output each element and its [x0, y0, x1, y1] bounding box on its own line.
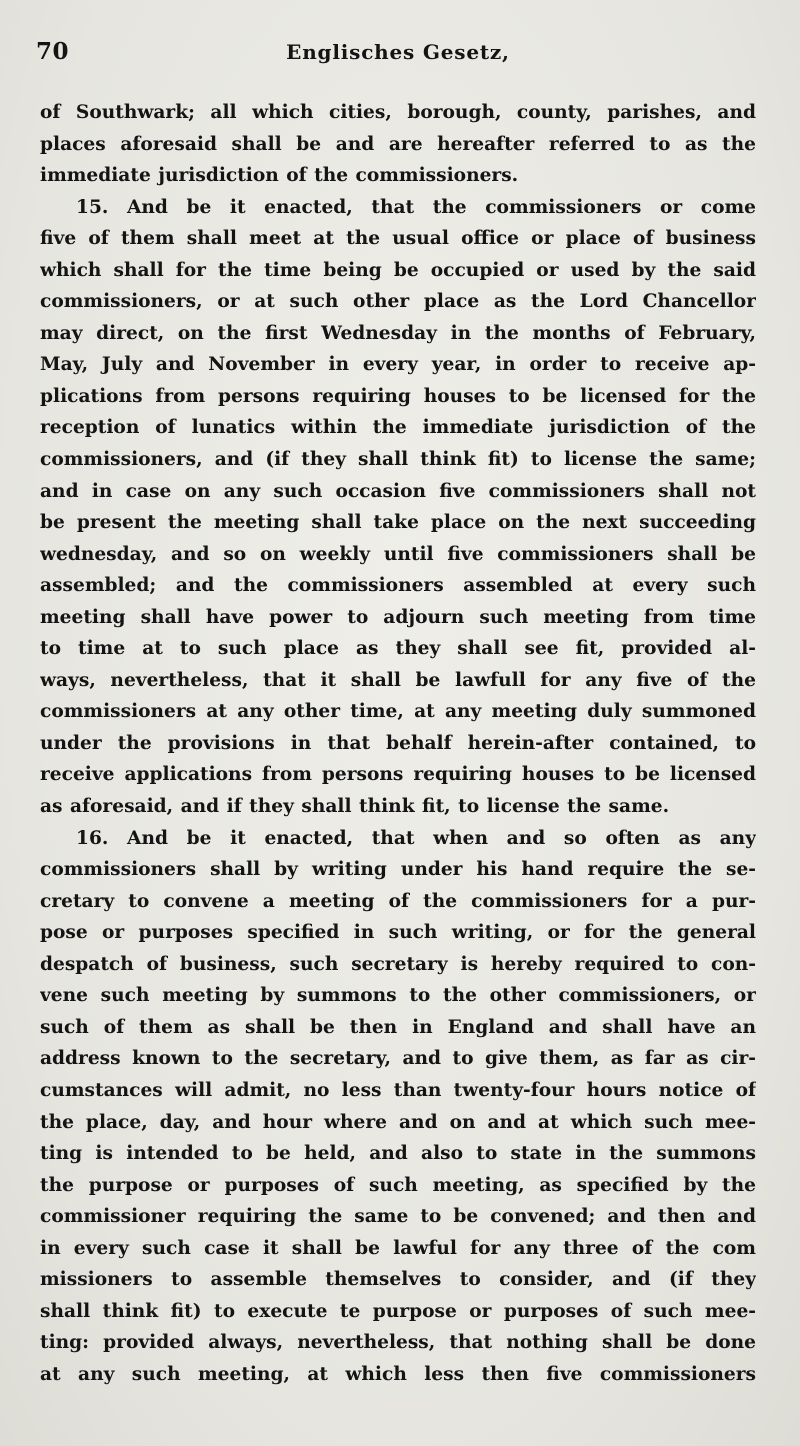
text-line: receive applications from persons requiring houses to be licensed: [40, 764, 756, 786]
text-line: commissioners, and (if they shall think fit) to license the same;: [40, 449, 756, 471]
text-line: commissioners, or at such other place as the Lord Chancellor: [40, 291, 756, 313]
text-line: meeting shall have power to adjourn such meeting from time: [40, 606, 756, 628]
text-line: the place, day, and hour where and on and at which such mee-: [40, 1111, 756, 1133]
text-line: which shall for the time being be occupied or used by the said: [40, 259, 756, 281]
text-line: plications from persons requiring houses to be licensed for the: [40, 385, 756, 407]
page-header: [36, 38, 760, 70]
text-line: reception of lunatics within the immediate jurisdiction of the: [40, 417, 756, 439]
text-line: such of them as shall be then in England and shall have an: [40, 1016, 756, 1038]
text-line: places aforesaid shall be and are hereafter referred to as the: [40, 133, 756, 155]
text-line: be present the meeting shall take place on the next succeeding: [40, 512, 756, 534]
text-line: and in case on any such occasion five commissioners shall not: [40, 480, 756, 502]
text-line: of Southwark; all which cities, borough, county, parishes, and: [40, 102, 756, 123]
text-line: wednesday, and so on weekly until five commissioners shall be: [40, 543, 756, 565]
text-line: the purpose or purposes of such meeting, as specified by the: [40, 1174, 756, 1196]
text-line: commissioner requiring the same to be convened; and then and: [40, 1206, 756, 1228]
text-line: May, July and November in every year, in order to receive ap-: [40, 354, 756, 376]
text-line: despatch of business, such secretary is hereby required to con-: [40, 953, 756, 975]
text-line: cretary to convene a meeting of the commissioners for a pur-: [40, 890, 756, 912]
text-line: shall think fit) to execute te purpose or purposes of such mee-: [40, 1300, 756, 1322]
text-line: immediate jurisdiction of the commissioners.: [40, 165, 519, 187]
text-line: in every such case it shall be lawful for any three of the com: [40, 1237, 756, 1259]
text-line: commissioners at any other time, at any meeting duly summoned: [40, 701, 756, 723]
text-line: may direct, on the first Wednesday in the months of February,: [40, 322, 756, 344]
text-line: vene such meeting by summons to the other commissioners, or: [40, 985, 756, 1007]
section-15-start: 15. And be it enacted, that the commissioners or come: [76, 196, 756, 218]
page-number: 70: [36, 38, 70, 65]
text-line: ting is intended to be held, and also to state in the summons: [40, 1143, 756, 1165]
text-line: ways, nevertheless, that it shall be lawfull for any five of the: [40, 669, 756, 691]
text-line: missioners to assemble themselves to consider, and (if they: [40, 1269, 756, 1291]
text-line: under the provisions in that behalf herein-after contained, to: [40, 732, 756, 754]
text-line: commissioners shall by writing under his hand require the se-: [40, 859, 756, 881]
text-line: to time at to such place as they shall see fit, provided al-: [40, 638, 756, 660]
text-line: ting: provided always, nevertheless, that nothing shall be done: [40, 1332, 756, 1354]
text-line: cumstances will admit, no less than twenty-four hours notice of: [40, 1079, 756, 1101]
running-head: Englisches Gesetz,: [286, 40, 510, 64]
text-line: address known to the secretary, and to give them, as far as cir-: [40, 1048, 756, 1070]
section-16-start: 16. And be it enacted, that when and so often as any: [76, 827, 756, 849]
text-line: assembled; and the commissioners assembled at every such: [40, 575, 756, 597]
text-line: pose or purposes specified in such writing, or for the general: [40, 922, 756, 944]
body-text: [40, 97, 756, 1390]
text-line: as aforesaid, and if they shall think fit, to license the same.: [40, 796, 670, 818]
text-line: five of them shall meet at the usual office or place of business: [40, 228, 756, 250]
text-line: at any such meeting, at which less then five commissioners: [40, 1363, 756, 1385]
